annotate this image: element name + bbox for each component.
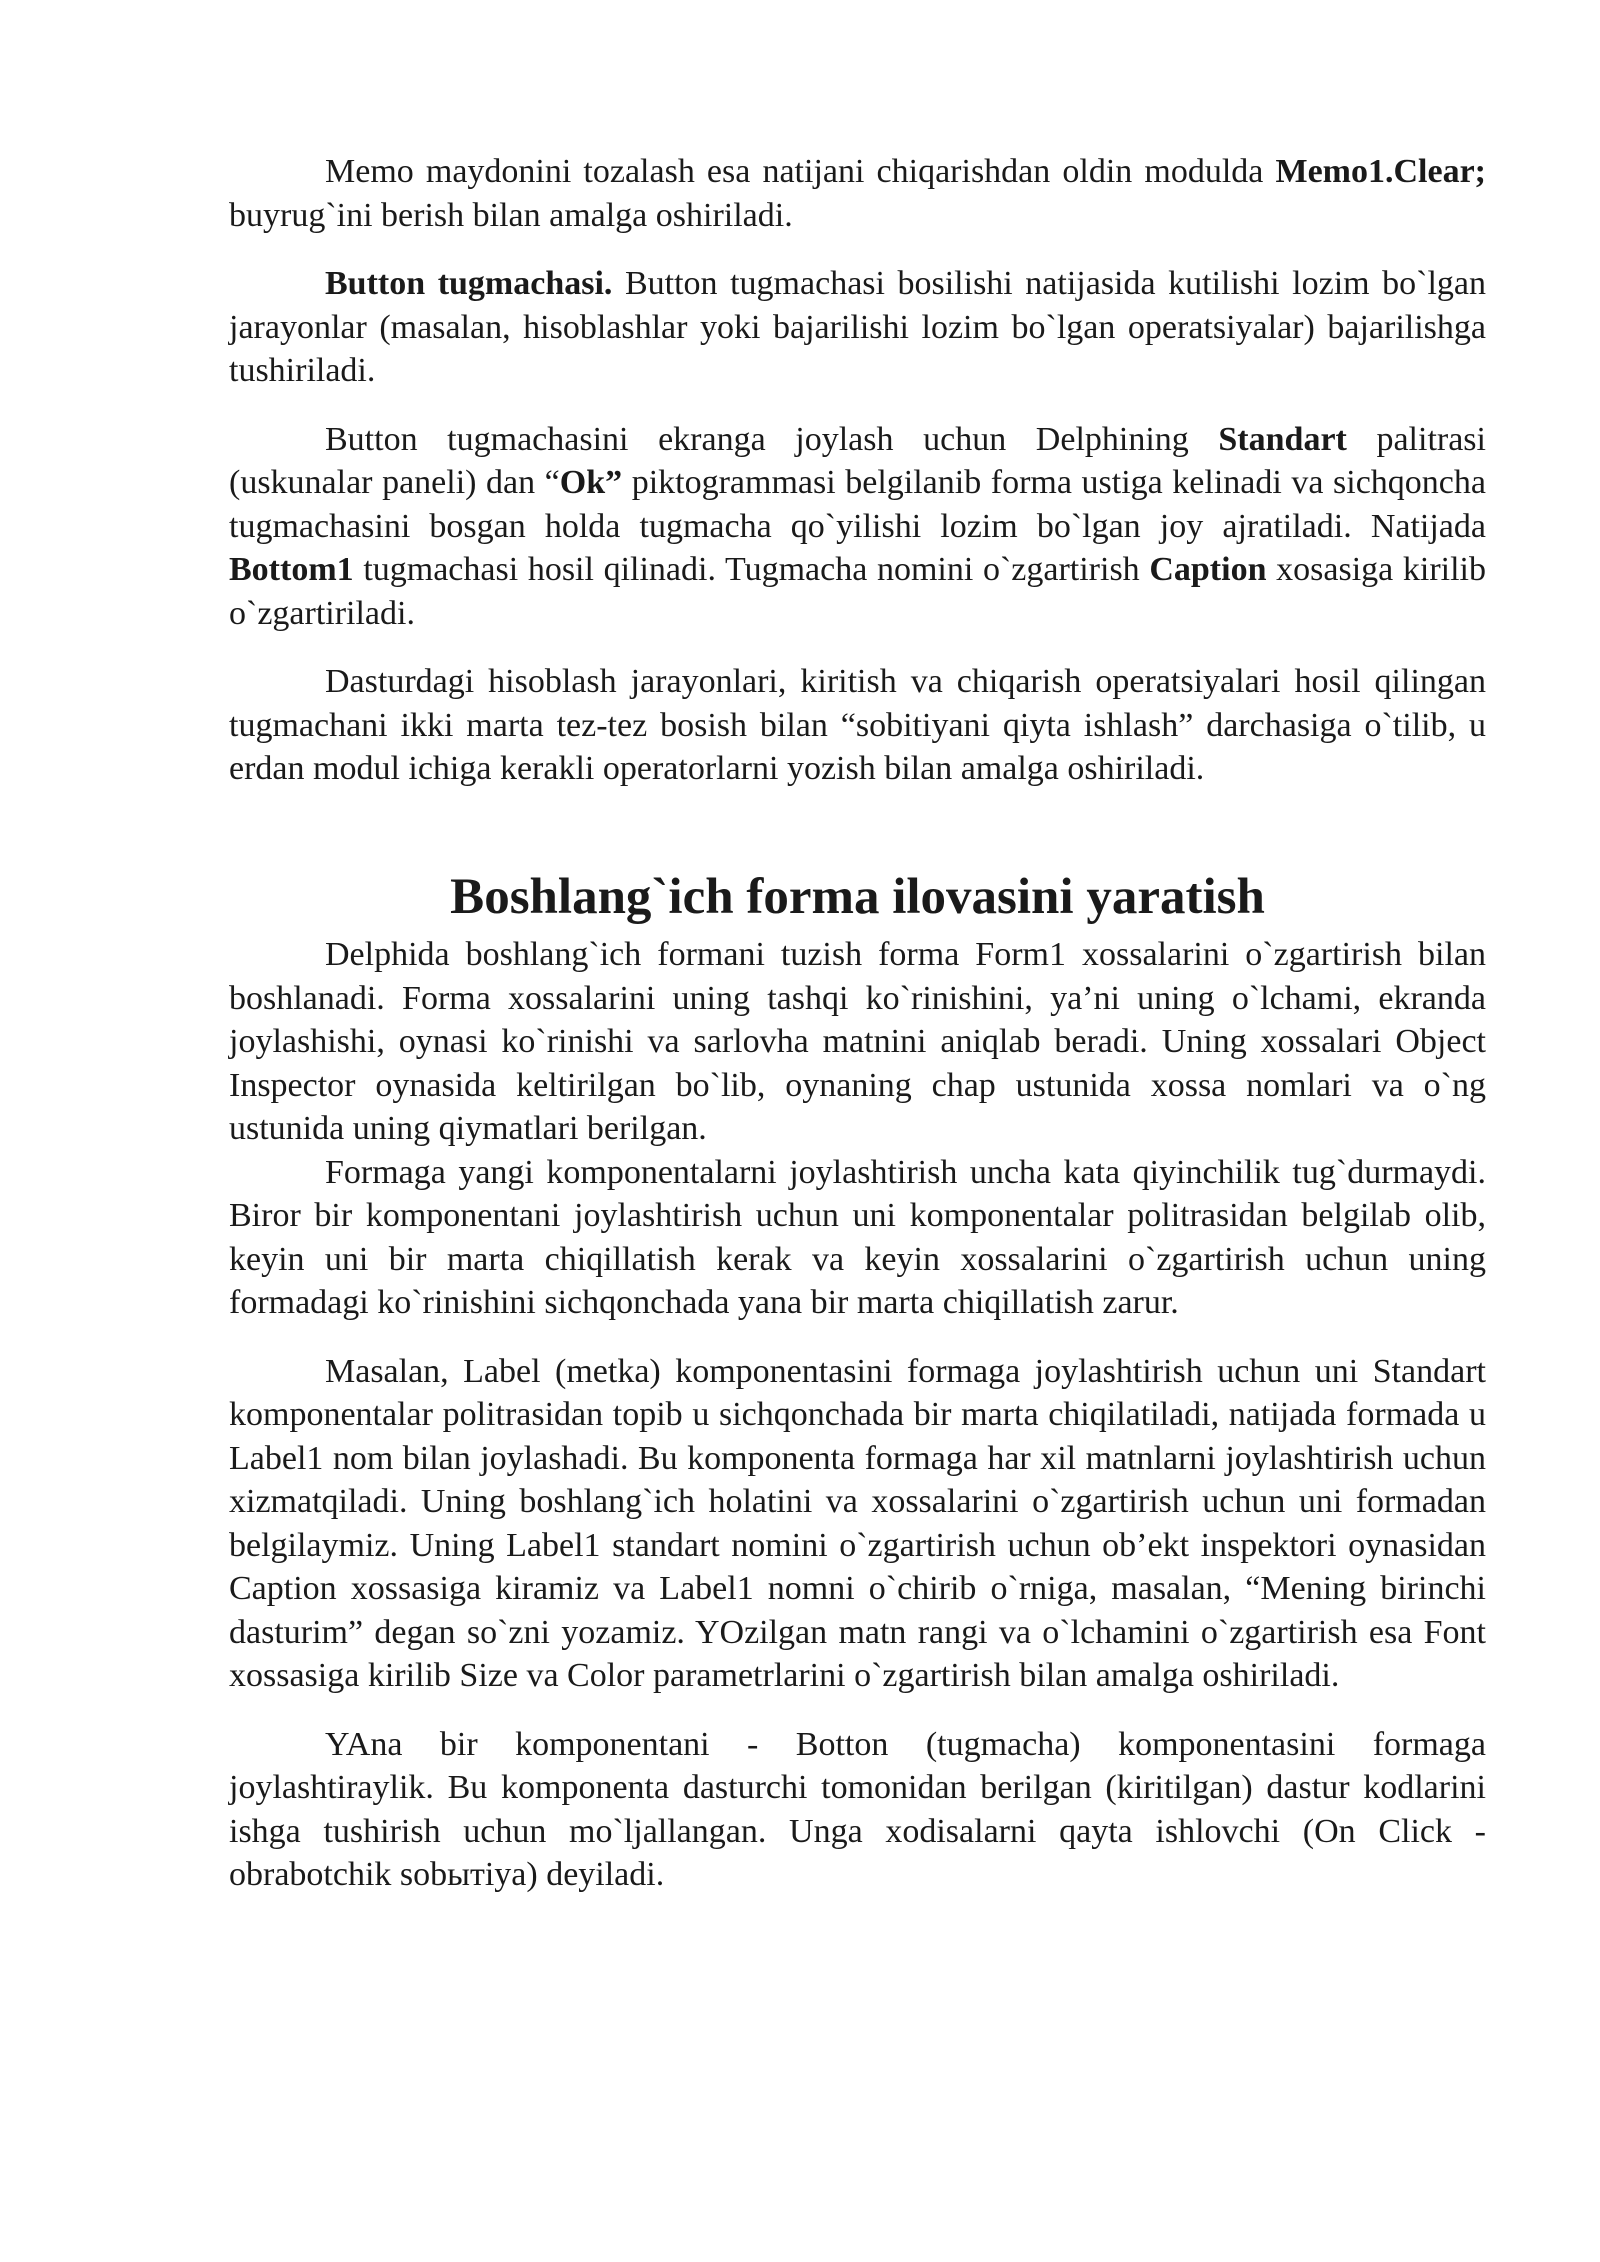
section-heading: Boshlang`ich forma ilovasini yaratish — [450, 868, 1265, 925]
paragraph-text: Memo maydonini tozalash esa natijani chiqarishdan oldin modulda — [325, 153, 1276, 190]
paragraph-text: xosasiga kirilib o`zgartiriladi. — [229, 551, 1486, 632]
bold-term-ok: Ok” — [559, 464, 623, 501]
paragraph-text: tugmachasi hosil qilinadi. Tugmacha nomini o`zgartirish — [353, 551, 1150, 588]
paragraph-form-properties: Delphida boshlang`ich formani tuzish forma Form1 xossalarini o`zgartirish bilan boshlanadi. Forma xossalarini uning tashqi ko`rinishini, ya’ni uning o`lchami, ekranda joylashishi, oynasi ko`rinishi va sarlovha matnini aniqlab beradi. Uning xossalari Object Inspector oynasida keltirilgan bo`lib, oynaning chap ustunida xossa nomlari va o`ng ustunida uning qiymatlari berilgan. — [229, 936, 1486, 1147]
paragraph-memo-clear — [229, 150, 1486, 237]
paragraph-text: Button tugmachasi bosilishi natijasida kutilishi lozim bo`lgan jarayonlar (masalan, hisoblashlar yoki bajarilishi lozim bo`lgan operatsiyalar) bajarilishga tushiriladi. — [229, 265, 1487, 389]
paragraph-text: piktogrammasi belgilanib forma ustiga kelinadi va sichqoncha tugmachasini bosgan holda tugmacha qo`yilishi lozim bo`lgan joy ajratiladi. Natijada — [229, 464, 1486, 545]
bold-term-caption: Caption — [1149, 551, 1267, 588]
paragraph-button-placement — [229, 418, 1486, 636]
paragraph-adding-components: Formaga yangi komponentalarni joylashtirish uncha kata qiyinchilik tug`durmaydi. Biror bir komponentani joylashtirish uchun uni komponentalar politrasidan belgilab olib, keyin uni bir marta chiqillatish kerak va keyin xossalarini o`zgartirish uchun uning formadagi ko`rinishini sichqonchada yana bir marta chiqillatish zarur. — [229, 1153, 1486, 1321]
paragraph-text: Button tugmachasini ekranga joylash uchun Delphining — [325, 420, 1219, 458]
paragraph-button-tugmachasi — [229, 262, 1486, 393]
paragraph-event-handling — [229, 660, 1486, 791]
document-page — [229, 150, 1486, 1922]
bold-term-standart: Standart — [1218, 420, 1347, 458]
bold-term-bottom1: Bottom1 — [229, 551, 354, 588]
paragraph-text: Dasturdagi hisoblash jarayonlari, kiritish va chiqarish operatsiyalari hosil qilingan tugmachani ikki marta tez-tez bosish bilan “sobitiyani qiyta ishlash” darchasiga o`tilib, u erdan modul ichiga kerakli operatorlarni yozish bilan amalga oshiriladi. — [229, 663, 1486, 787]
bold-term-memo1-clear: Memo1.Clear; — [1275, 153, 1486, 190]
paragraph-text: buyrug`ini berish bilan amalga oshiriladi. — [229, 196, 793, 234]
bold-term-button-tugmachasi: Button tugmachasi. — [325, 265, 613, 302]
paragraph-label-example: Masalan, Label (metka) komponentasini formaga joylashtirish uchun uni Standart komponentalar politrasidan topib u sichqonchada bir marta chiqilatiladi, natijada formada u Label1 nom bilan joylashadi. Bu komponenta formaga har xil matnlarni joylashtirish uchun xizmatqiladi. Uning boshlang`ich holatini va xossalarini o`zgartirish uchun uni formadan belgilaymiz. Uning Label1 standart nomini o`zgartirish uchun ob’ekt inspektori oynasidan Caption xossasiga kiramiz va Label1 nomni o`chirib o`rniga, masalan, “Mening birinchi dasturim” degan so`zni yozamiz. YOzilgan matn rangi va o`lchamini o`zgartirish esa Font xossasiga kirilib Size va Color parametrlarini o`zgartirish bilan amalga oshiriladi. — [229, 1352, 1486, 1694]
paragraph-text: palitrasi (uskunalar paneli) dan “ — [229, 420, 1486, 501]
paragraph-button-component: YAna bir komponentani - Botton (tugmacha) komponentasini formaga joylashtiraylik. Bu komponenta dasturchi tomonidan berilgan (kiritilgan) dastur kodlarini ishga tushirish uchun mo`ljallangan. Unga xodisalarni qayta ishlovchi (On Click - obrabotchik sobытiya) deyiladi. — [229, 1725, 1486, 1893]
